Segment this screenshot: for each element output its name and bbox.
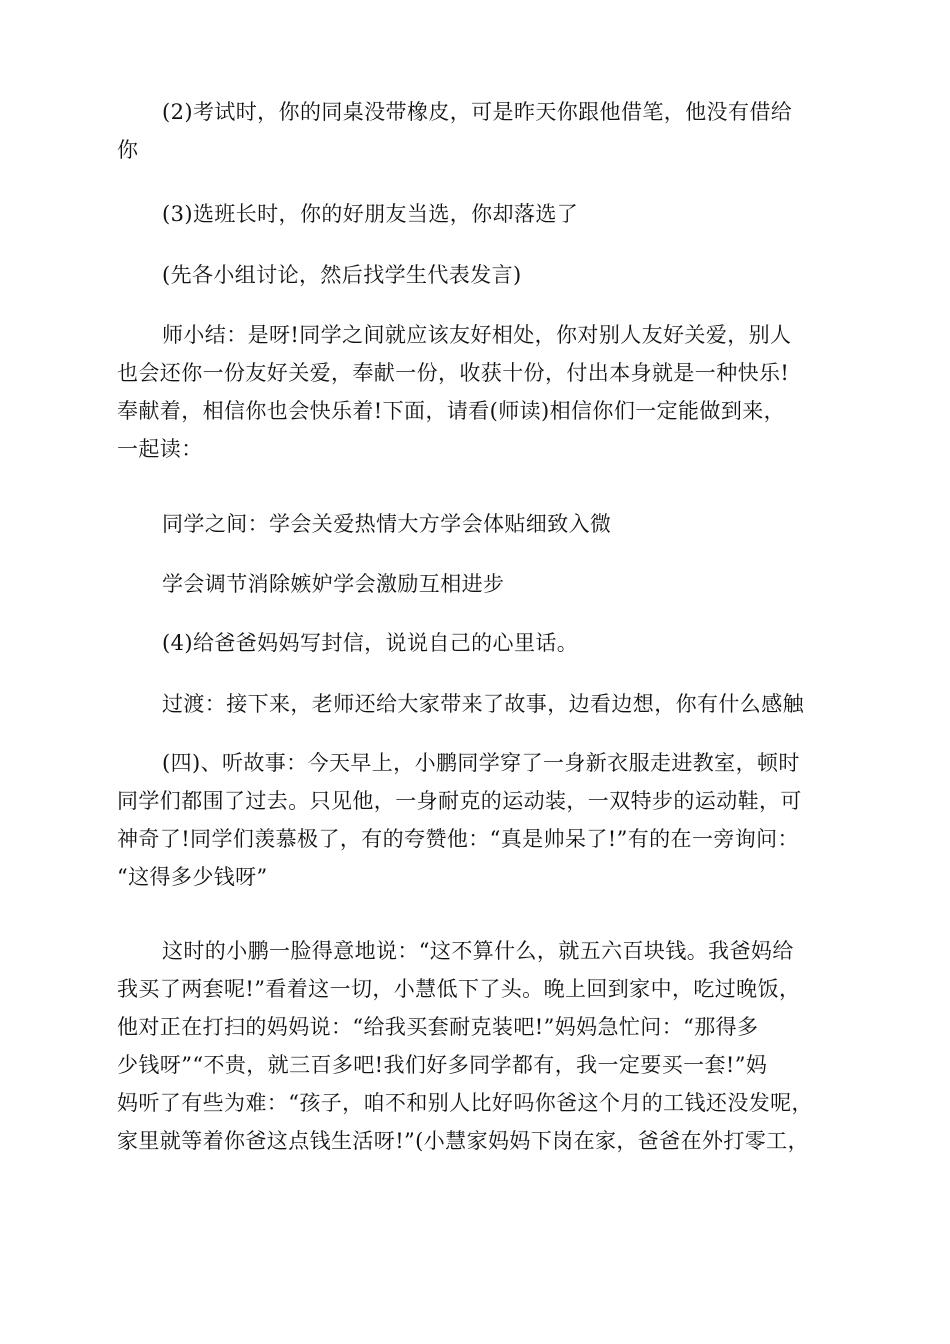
text-line: (四)、听故事：今天早上，小鹏同学穿了一身新衣服走进教室，顿时 <box>162 751 800 775</box>
text-line: 学会调节消除嫉妒学会激励互相进步 <box>162 572 505 596</box>
text-line: 师小结：是呀!同学之间就应该友好相处，你对别人友好关爱，别人 <box>162 323 792 347</box>
paragraph-story-part-2 <box>117 932 837 1160</box>
text-line: 我买了两套呢!”看着这一切，小慧低下了头。晚上回到家中，吃过晚饭， <box>117 977 801 1001</box>
paragraph-story-part-1 <box>117 744 837 896</box>
text-line: 也会还你一份友好关爱，奉献一份，收获十份，付出本身就是一种快乐! <box>117 361 790 385</box>
text-line: 过渡：接下来，老师还给大家带来了故事，边看边想，你有什么感触 <box>162 692 804 716</box>
paragraph-motto-continued <box>117 565 837 603</box>
text-line: 他对正在打扫的妈妈说：“给我买套耐克装吧!”妈妈急忙问：“那得多 <box>117 1015 759 1039</box>
text-line: 同学们都围了过去。只见他，一身耐克的运动装，一双特步的运动鞋，可 <box>117 789 802 813</box>
text-line: 一起读： <box>117 437 203 461</box>
text-line: 少钱呀”“不贵，就三百多吧!我们好多同学都有，我一定要买一套!”妈 <box>117 1053 768 1077</box>
text-line: (2)考试时，你的同桌没带橡皮，可是昨天你跟他借笔，他没有借给 <box>162 100 793 124</box>
paragraph-question-3 <box>117 195 837 233</box>
paragraph-group-discussion <box>117 256 837 294</box>
text-line: (3)选班长时，你的好朋友当选，你却落选了 <box>162 202 579 226</box>
text-line: 奉献着，相信你也会快乐着!下面，请看(师读)相信你们一定能做到来， <box>117 399 786 423</box>
paragraph-classmates-motto <box>117 505 837 543</box>
text-line: (先各小组讨论，然后找学生代表发言) <box>162 263 522 287</box>
paragraph-teacher-summary <box>117 316 837 468</box>
text-line: 你 <box>117 138 139 162</box>
text-line: “这得多少钱呀” <box>117 865 268 889</box>
text-line: 妈听了有些为难：“孩子，咱不和别人比好吗你爸这个月的工钱还没发呢， <box>117 1091 813 1115</box>
text-line: 这时的小鹏一脸得意地说：“这不算什么，就五六百块钱。我爸妈给 <box>162 939 794 963</box>
paragraph-question-4 <box>117 624 837 662</box>
paragraph-question-2 <box>117 93 837 169</box>
text-line: 同学之间：学会关爱热情大方学会体贴细致入微 <box>162 512 612 536</box>
text-line: (4)给爸爸妈妈写封信，说说自己的心里话。 <box>162 631 579 655</box>
paragraph-transition <box>117 685 837 723</box>
text-line: 神奇了!同学们羡慕极了，有的夸赞他：“真是帅呆了!”有的在一旁询问： <box>117 827 799 851</box>
text-line: 家里就等着你爸这点钱生活呀!”(小慧家妈妈下岗在家，爸爸在外打零工， <box>117 1129 809 1153</box>
